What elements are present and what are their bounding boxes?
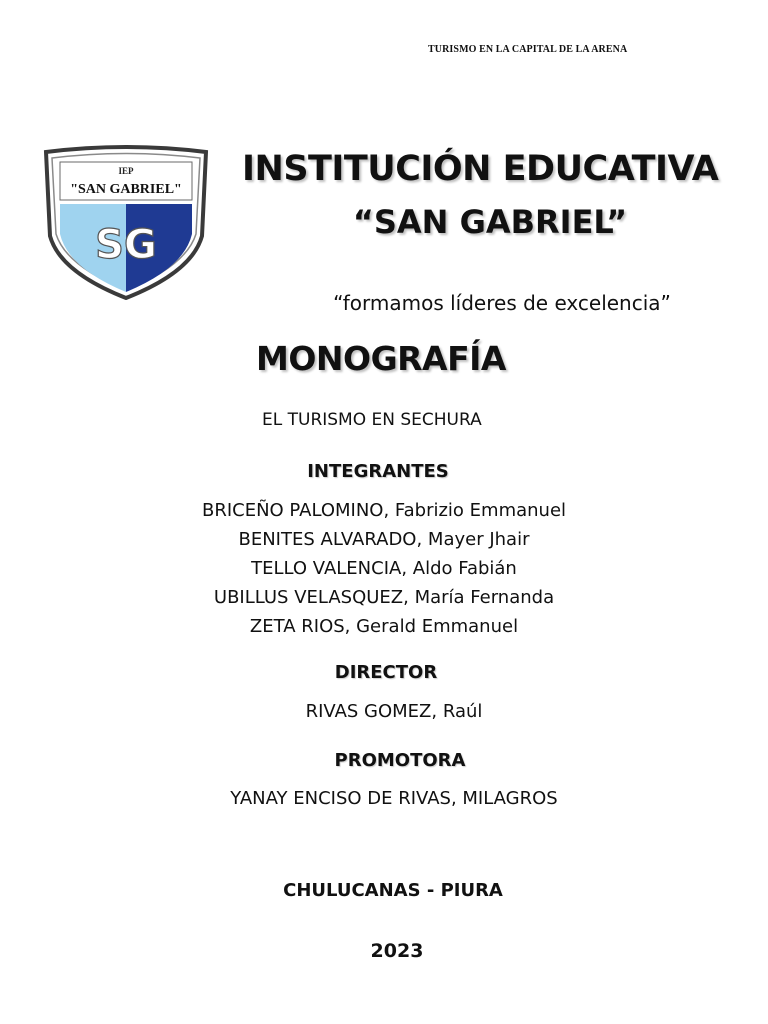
school-crest-logo bbox=[42, 144, 210, 300]
location-text: CHULUCANAS - PIURA bbox=[283, 880, 503, 901]
director-heading: DIRECTOR bbox=[334, 662, 438, 683]
member-name: UBILLUS VELASQUEZ, María Fernanda bbox=[213, 587, 555, 608]
members-list bbox=[0, 496, 768, 641]
institution-motto: “formamos líderes de excelencia” bbox=[333, 291, 671, 315]
member-name: BRICEÑO PALOMINO, Fabrizio Emmanuel bbox=[201, 500, 567, 521]
institution-name: “SAN GABRIEL” bbox=[352, 203, 628, 241]
promotora-heading: PROMOTORA bbox=[334, 750, 466, 771]
crest-monogram: SG bbox=[95, 222, 157, 268]
members-heading: INTEGRANTES bbox=[307, 461, 449, 482]
institution-title: INSTITUCIÓN EDUCATIVA bbox=[242, 149, 719, 189]
document-topic: EL TURISMO EN SECHURA bbox=[262, 410, 482, 430]
year-text: 2023 bbox=[370, 940, 424, 962]
shield-icon bbox=[42, 144, 210, 300]
running-header: TURISMO EN LA CAPITAL DE LA ARENA bbox=[428, 44, 628, 55]
director-name: RIVAS GOMEZ, Raúl bbox=[305, 701, 483, 722]
crest-top-text: IEP bbox=[118, 166, 134, 176]
member-name: ZETA RIOS, Gerald Emmanuel bbox=[249, 616, 519, 637]
member-name: TELLO VALENCIA, Aldo Fabián bbox=[251, 558, 517, 579]
document-type-heading: MONOGRAFÍA bbox=[256, 339, 506, 378]
crest-name-text: "SAN GABRIEL" bbox=[70, 182, 182, 197]
promotora-name: YANAY ENCISO DE RIVAS, MILAGROS bbox=[230, 788, 558, 809]
member-name: BENITES ALVARADO, Mayer Jhair bbox=[238, 529, 530, 550]
